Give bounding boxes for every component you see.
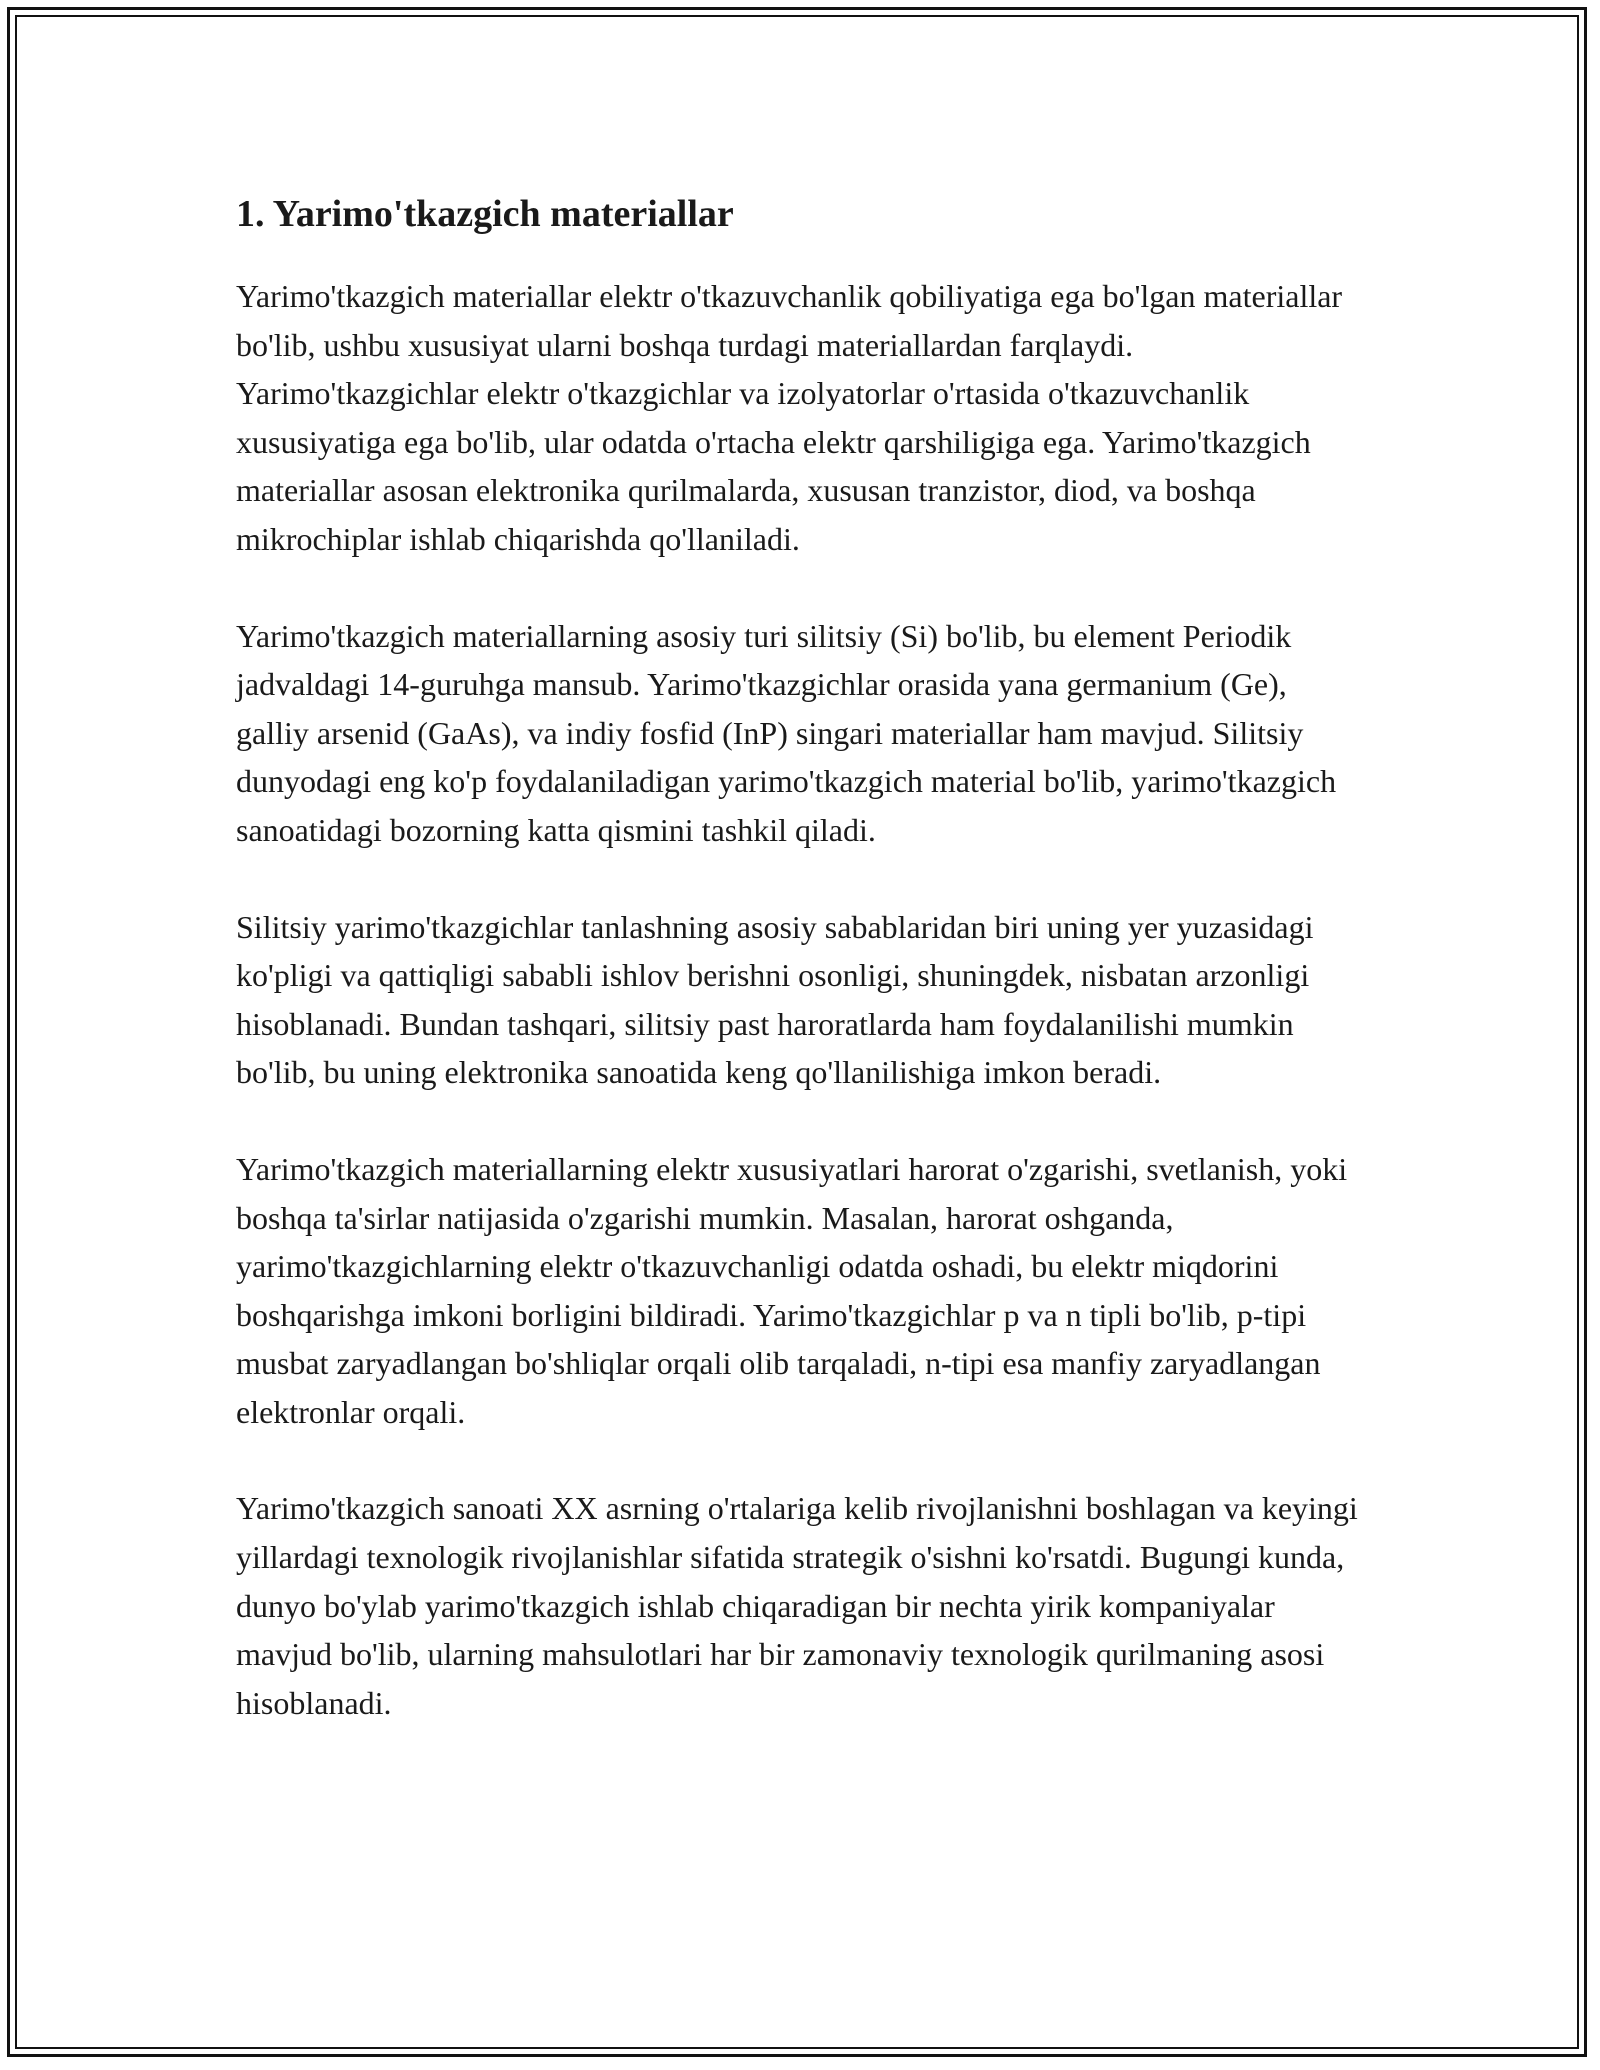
section-title: 1. Yarimo'tkazgich materiallar [236,193,734,235]
paragraph-2: Yarimo'tkazgich materiallarning asosiy turi silitsiy (Si) bo'lib, bu element Periodik jadvaldagi 14-guruhga mansub. Yarimo'tkazgichlar orasida yana germanium (Ge), galliy arsenid (GaAs), va indiy fosfid (InP) singari materiallar ham mavjud. Silitsiy dunyodagi eng ko'p foydalaniladigan yarimo'tkazgich material bo'lib, yarimo'tkazgich sanoatidagi bozorning katta qismini tashkil qiladi. [236,617,1337,848]
document-body [236,186,1366,1775]
paragraph-3: Silitsiy yarimo'tkazgichlar tanlashning asosiy sabablaridan biri uning yer yuzasidagi ko'pligi va qattiqligi sababli ishlov berishni osonligi, shuningdek, nisbatan arzonligi hisoblanadi. Bundan tashqari, silitsiy past haroratlarda ham foydalanilishi mumkin bo'lib, bu uning elektronika sanoatida keng qo'llanilishiga imkon beradi. [236,908,1314,1091]
paragraph-1: Yarimo'tkazgich materiallar elektr o'tkazuvchanlik qobiliyatiga ega bo'lgan materiallar bo'lib, ushbu xususiyat ularni boshqa turdagi materiallardan farqlaydi. Yarimo'tkazgichlar elektr o'tkazgichlar va izolyatorlar o'rtasida o'tkazuvchanlik xususiyatiga ega bo'lib, ular odatda o'rtacha elektr qarshiligiga ega. Yarimo'tkazgich materiallar asosan elektronika qurilmalarda, xususan tranzistor, diod, va boshqa mikrochiplar ishlab chiqarishda qo'llaniladi. [236,278,1343,557]
paragraph-4: Yarimo'tkazgich materiallarning elektr xususiyatlari harorat o'zgarishi, svetlanish, yoki boshqa ta'sirlar natijasida o'zgarishi mumkin. Masalan, harorat oshganda, yarimo'tkazgichlarning elektr o'tkazuvchanligi odatda oshadi, bu elektr miqdorini boshqarishga imkoni borligini bildiradi. Yarimo'tkazgichlar p va n tipli bo'lib, p-tipi musbat zaryadlangan bo'shliqlar orqali olib tarqaladi, n-tipi esa manfiy zaryadlangan elektronlar orqali. [236,1150,1348,1430]
paragraph-5: Yarimo'tkazgich sanoati XX asrning o'rtalariga kelib rivojlanishni boshlagan va keyingi yillardagi texnologik rivojlanishlar sifatida strategik o'sishni ko'rsatdi. Bugungi kunda, dunyo bo'ylab yarimo'tkazgich ishlab chiqaradigan bir nechta yirik kompaniyalar mavjud bo'lib, ularning mahsulotlari har bir zamonaviy texnologik qurilmaning asosi hisoblanadi. [236,1490,1358,1721]
